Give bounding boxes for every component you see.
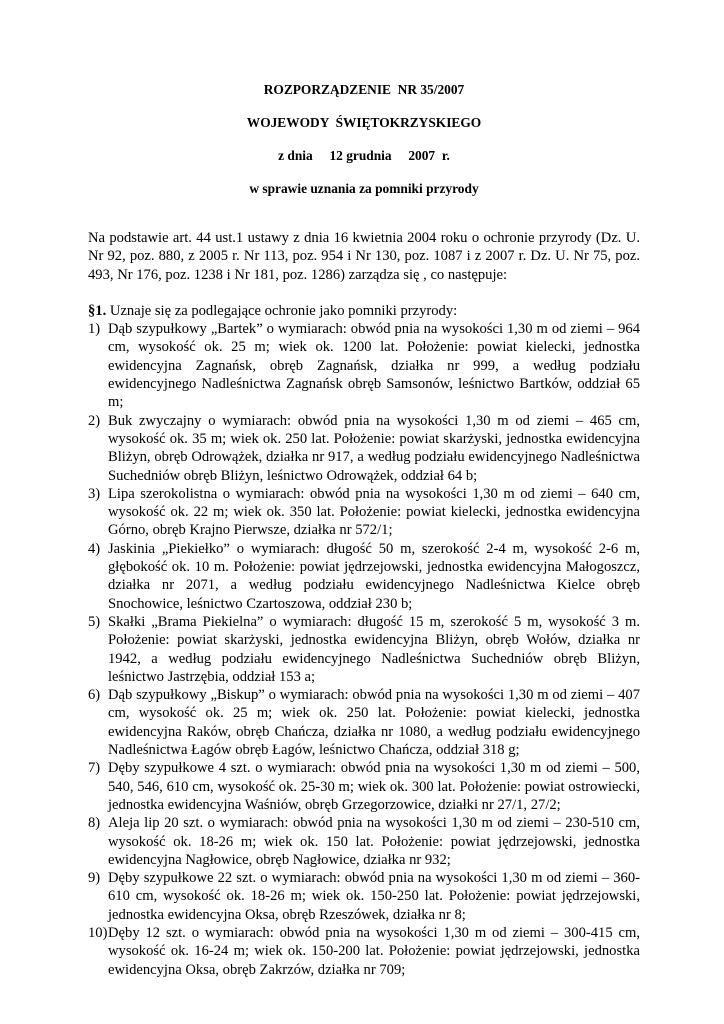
document-page bbox=[88, 82, 640, 979]
regulation-title: ROZPORZĄDZENIE NR 35/2007 bbox=[263, 82, 465, 97]
item-text: Dęby 12 szt. o wymiarach: obwód pnia na wysokości 1,30 m od ziemi – 300-415 cm, wysokość ok. 16-24 m; wiek ok. 150-200 lat. Położenie: powiat jędrzejowski, jednostka ewidencyjna Oksa, obręb Zakrzów, działka nr 709; bbox=[108, 924, 640, 978]
list-item bbox=[88, 869, 640, 924]
regulation-date: z dnia 12 grudnia 2007 r. bbox=[278, 148, 450, 163]
list-item bbox=[88, 540, 640, 613]
item-number: 3) bbox=[88, 485, 101, 502]
list-item bbox=[88, 686, 640, 759]
item-text: Skałki „Brama Piekielna” o wymiarach: długość 15 m, szerokość 5 m, wysokość 3 m. Położenie: powiat skarżyski, jednostka ewidencyjna Bliżyn, obręb Wołów, działka nr 1942, a według podziału ewidencyjnego Nadleśnictwa Suchedniów obręb Bliżyn, leśnictwo Jastrzębia, oddział 153 a; bbox=[108, 613, 640, 685]
item-number: 9) bbox=[88, 870, 101, 887]
item-number: 10) bbox=[88, 924, 108, 941]
item-text: Buk zwyczajny o wymiarach: obwód pnia na wysokości 1,30 m od ziemi – 465 cm, wysokość ok. 35 m; wiek ok. 250 lat. Położenie: powiat skarżyski, jednostka ewidencyjna Bliżyn, obręb Odrowążek, działka nr 917, a według podziału ewidencyjnego Nadleśnictwa Suchedniów obręb Bliżyn, leśnictwo Odrowążek, oddział 64 b; bbox=[108, 412, 640, 484]
item-text: Aleja lip 20 szt. o wymiarach: obwód pnia na wysokości 1,30 m od ziemi – 230-510 cm, wysokość ok. 18-26 m; wiek ok. 150 lat. Położenie: powiat jędrzejowski, jednostka ewidencyjna Nagłowice, obręb Nagłowice, działka nr 932; bbox=[108, 815, 640, 868]
list-item bbox=[88, 924, 640, 979]
item-number: 2) bbox=[88, 412, 101, 429]
item-text: Dęby szypułkowe 4 szt. o wymiarach: obwód pnia na wysokości 1,30 m od ziemi – 500, 540, 546, 610 cm, wysokość ok. 25-30 m; wiek ok. 300 lat. Położenie: powiat ostrowiecki, jednostka ewidencyjna Waśniów, obręb Grzegorzowice, działki nr 27/1, 27/2; bbox=[108, 760, 640, 813]
item-number: 4) bbox=[88, 540, 101, 557]
item-number: 8) bbox=[88, 815, 101, 832]
item-number: 6) bbox=[88, 687, 101, 704]
list-item bbox=[88, 759, 640, 814]
item-text: Dąb szypułkowy „Bartek” o wymiarach: obwód pnia na wysokości 1,30 m od ziemi – 964 cm, wysokość ok. 25 m; wiek ok. 1200 lat. Położenie: powiat kielecki, jednostka ewidencyjna Zagnańsk, obręb Zagnańsk, działka nr 999, a według podziału ewidencyjnego Nadleśnictwa Zagnańsk obręb Samsonów, leśnictwo Bartków, oddział 65 m; bbox=[108, 321, 640, 411]
issuing-authority: WOJEWODY ŚWIĘTOKRZYSKIEGO bbox=[246, 115, 482, 130]
item-text: Lipa szerokolistna o wymiarach: obwód pnia na wysokości 1,30 m od ziemi – 640 cm, wysokość ok. 22 m; wiek ok. 350 lat. Położenie: powiat kielecki, jednostka ewidencyjna Górno, obręb Krajno Pierwsze, działka nr 572/1; bbox=[108, 485, 640, 539]
monuments-list bbox=[88, 320, 640, 979]
list-item bbox=[88, 613, 640, 686]
section-1 bbox=[88, 302, 640, 320]
section-1-marker: §1. bbox=[88, 302, 107, 319]
regulation-subject: w sprawie uznania za pomniki przyrody bbox=[249, 181, 479, 196]
list-item bbox=[88, 485, 640, 540]
list-item bbox=[88, 814, 640, 869]
list-item bbox=[88, 320, 640, 411]
section-1-text: Uznaje się za podlegające ochronie jako pomniki przyrody: bbox=[106, 302, 458, 319]
legal-basis-paragraph: Na podstawie art. 44 ust.1 ustawy z dnia 16 kwietnia 2004 roku o ochronie przyrody (Dz. U. Nr 92, poz. 880, z 2005 r. Nr 113, poz. 954 i Nr 130, poz. 1087 i z 2007 r. Dz. U. Nr 75, poz. 493, Nr 176, poz. 1238 i Nr 181, poz. 1286) zarządza się , co następuje: bbox=[88, 230, 640, 283]
item-number: 7) bbox=[88, 760, 101, 777]
item-text: Dąb szypułkowy „Biskup” o wymiarach: obwód pnia na wysokości 1,30 m od ziemi – 407 cm, wysokość ok. 25 m; wiek ok. 250 lat. Położenie: powiat kielecki, jednostka ewidencyjna Raków, obręb Chańcza, działka nr 1080, a według podziału ewidencyjnego Nadleśnictwa Łagów obręb Łagów, leśnictwo Chańcza, oddział 318 g; bbox=[108, 687, 640, 759]
list-item bbox=[88, 412, 640, 485]
item-number: 5) bbox=[88, 613, 101, 630]
item-text: Dęby szypułkowe 22 szt. o wymiarach: obwód pnia na wysokości 1,30 m od ziemi – 360-610 cm, wysokość ok. 18-26 m; wiek ok. 150-250 lat. Położenie: powiat jędrzejowski, jednostka ewidencyjna Oksa, obręb Rzeszówek, działka nr 8; bbox=[108, 870, 640, 923]
item-text: Jaskinia „Piekiełko” o wymiarach: długość 50 m, szerokość 2-4 m, wysokość 2-6 m, głębokość ok. 10 m. Położenie: powiat jędrzejowski, jednostka ewidencyjna Małogoszcz, działka nr 2071, a według podziału ewidencyjnego Nadleśnictwa Kielce obręb Snochowice, leśnictwo Czartoszowa, oddział 230 b; bbox=[108, 540, 640, 612]
item-number: 1) bbox=[88, 321, 101, 338]
